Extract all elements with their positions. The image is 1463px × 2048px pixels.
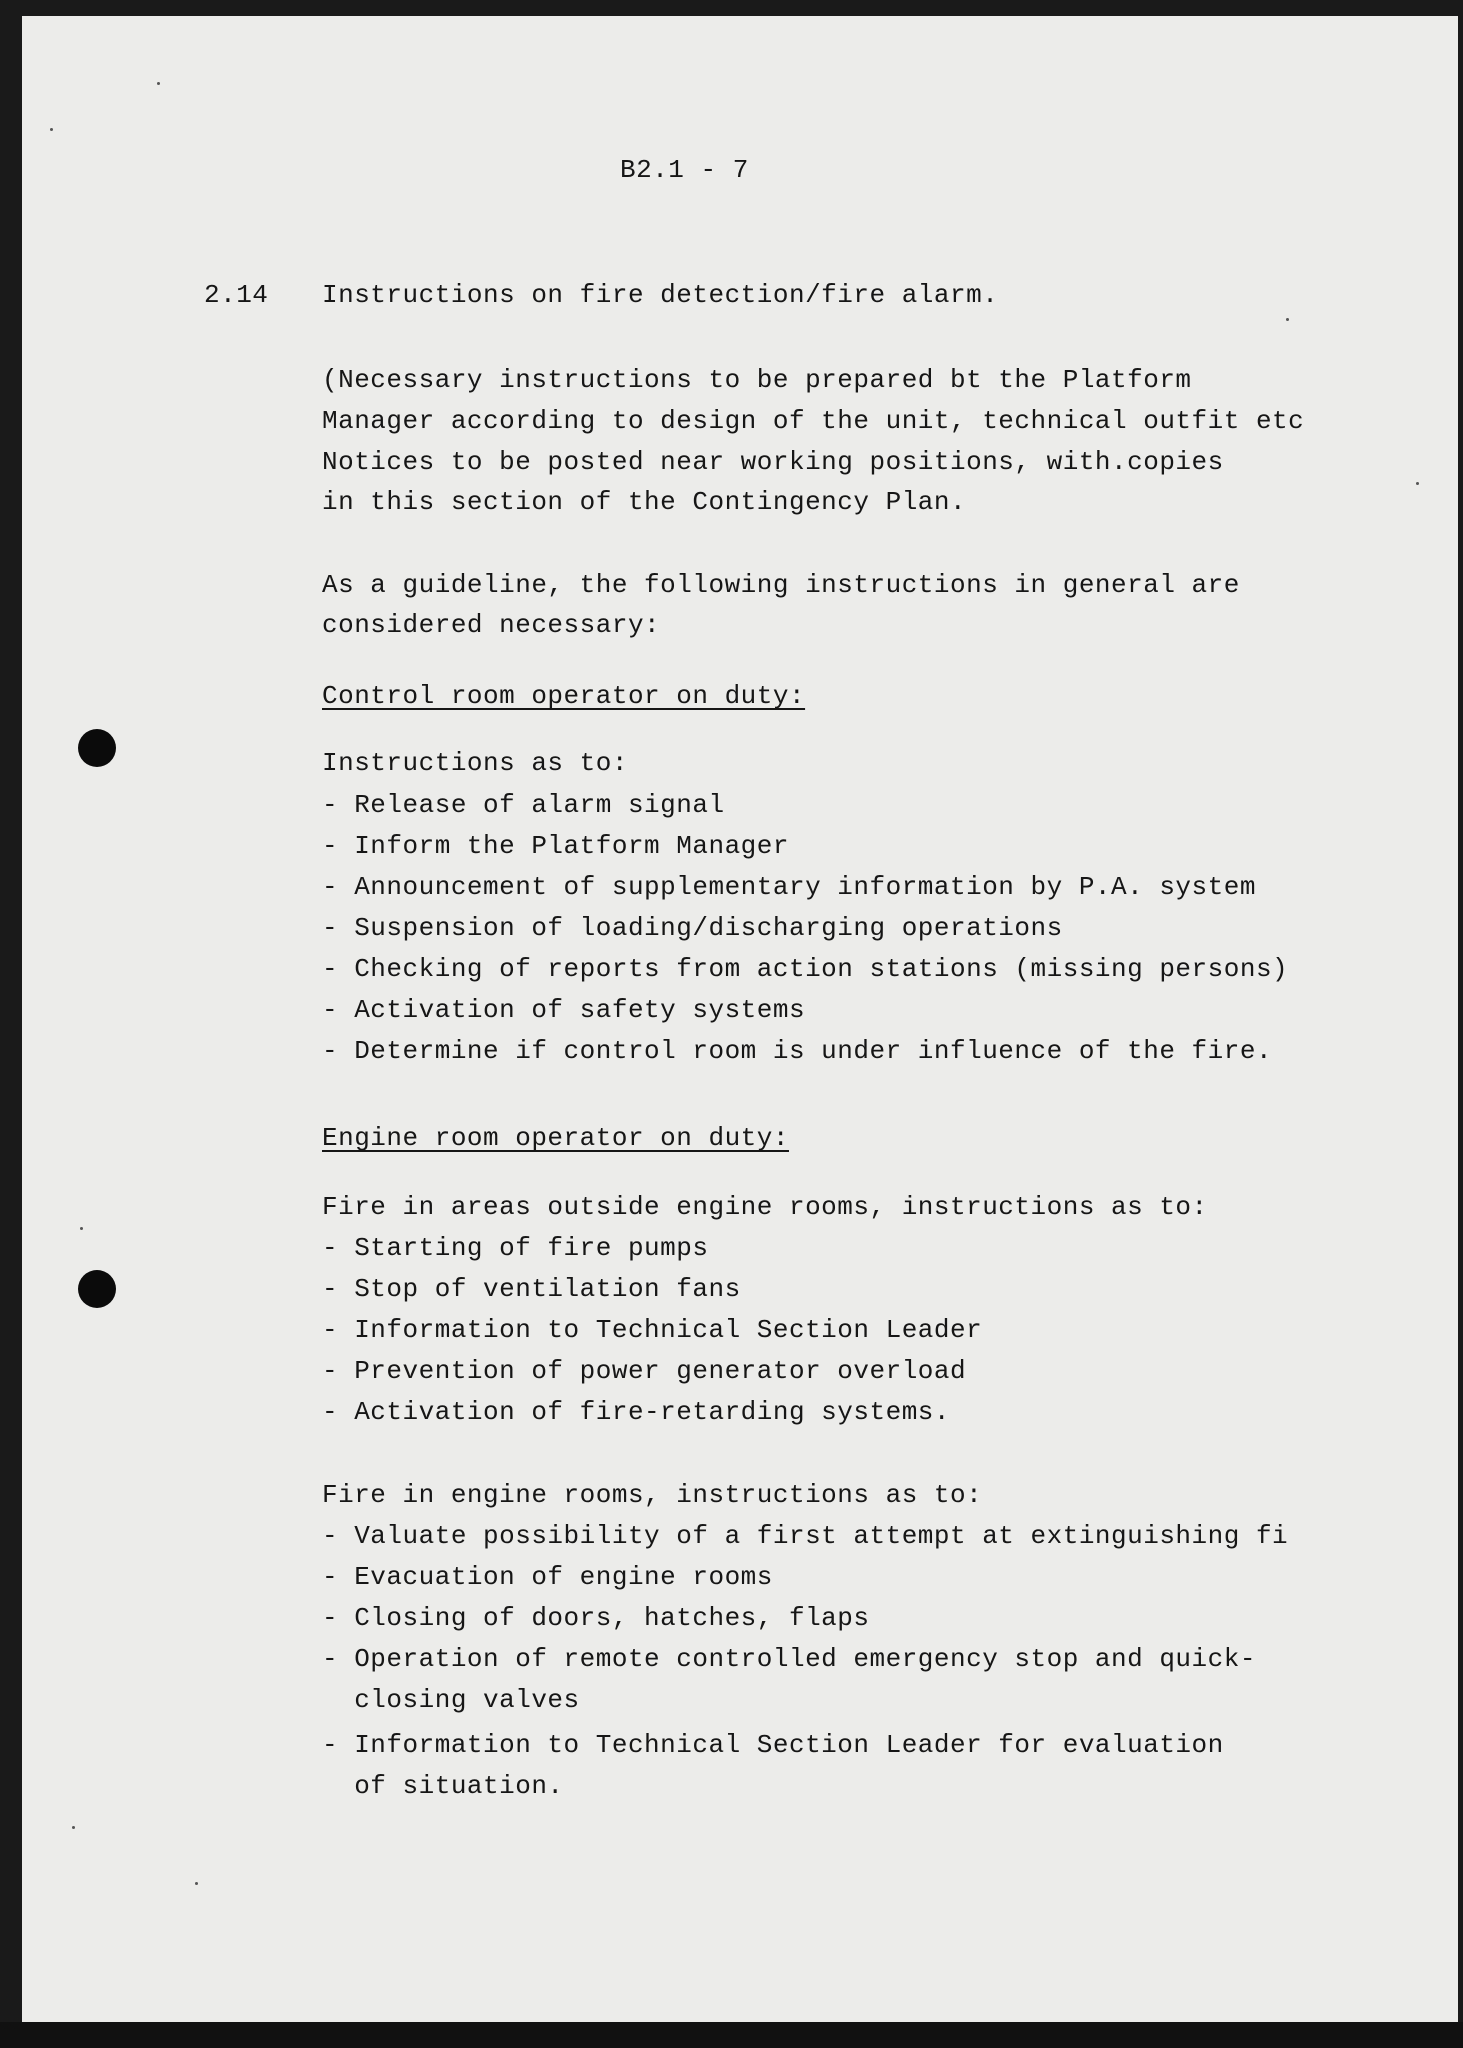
list-item: - Stop of ventilation fans bbox=[322, 1274, 741, 1304]
intro-line: in this section of the Contingency Plan. bbox=[322, 487, 967, 517]
scan-speck bbox=[50, 128, 53, 131]
list-item: - Activation of fire-retarding systems. bbox=[322, 1397, 950, 1427]
page-reference: B2.1 - 7 bbox=[620, 155, 749, 185]
scan-speck bbox=[80, 1227, 83, 1230]
list-item: - Starting of fire pumps bbox=[322, 1233, 709, 1263]
punch-hole-bottom bbox=[78, 1270, 116, 1308]
list-item: - Suspension of loading/discharging operations bbox=[322, 913, 1063, 943]
scan-speck bbox=[1416, 482, 1419, 485]
engine-room-heading: Engine room operator on duty: bbox=[322, 1123, 789, 1153]
scan-speck bbox=[72, 1826, 75, 1829]
list-item: - Evacuation of engine rooms bbox=[322, 1562, 773, 1592]
list-item: - Valuate possibility of a first attempt at extinguishing fi bbox=[322, 1521, 1289, 1551]
list-item: - Inform the Platform Manager bbox=[322, 831, 789, 861]
section-number: 2.14 bbox=[204, 280, 269, 310]
intro-line: Manager according to design of the unit, technical outfit etc bbox=[322, 406, 1305, 436]
list-item: - Information to Technical Section Leader for evaluation bbox=[322, 1730, 1224, 1760]
guideline-line: As a guideline, the following instructions in general are bbox=[322, 570, 1240, 600]
intro-line: Notices to be posted near working positions, with.copies bbox=[322, 447, 1224, 477]
intro-line: (Necessary instructions to be prepared bt the Platform bbox=[322, 365, 1192, 395]
punch-hole-top bbox=[78, 729, 116, 767]
list-item: of situation. bbox=[322, 1771, 564, 1801]
list-item: - Determine if control room is under influence of the fire. bbox=[322, 1036, 1273, 1066]
scan-speck bbox=[195, 1882, 198, 1885]
list-item: closing valves bbox=[322, 1685, 580, 1715]
control-room-lead: Instructions as to: bbox=[322, 748, 628, 778]
engine-outside-lead: Fire in areas outside engine rooms, instructions as to: bbox=[322, 1192, 1208, 1222]
scan-speck bbox=[1286, 318, 1289, 321]
section-title: Instructions on fire detection/fire alarm. bbox=[322, 280, 999, 310]
list-item: - Prevention of power generator overload bbox=[322, 1356, 967, 1386]
list-item: - Release of alarm signal bbox=[322, 790, 725, 820]
guideline-line: considered necessary: bbox=[322, 610, 661, 640]
list-item: - Activation of safety systems bbox=[322, 995, 806, 1025]
list-item: - Closing of doors, hatches, flaps bbox=[322, 1603, 870, 1633]
scan-border bbox=[0, 2022, 1463, 2048]
list-item: - Information to Technical Section Leader bbox=[322, 1315, 983, 1345]
list-item: - Operation of remote controlled emergency stop and quick- bbox=[322, 1644, 1256, 1674]
control-room-heading: Control room operator on duty: bbox=[322, 681, 806, 711]
list-item: - Checking of reports from action stations (missing persons) bbox=[322, 954, 1289, 984]
scan-speck bbox=[157, 82, 160, 85]
list-item: - Announcement of supplementary information by P.A. system bbox=[322, 872, 1256, 902]
engine-inside-lead: Fire in engine rooms, instructions as to: bbox=[322, 1480, 983, 1510]
